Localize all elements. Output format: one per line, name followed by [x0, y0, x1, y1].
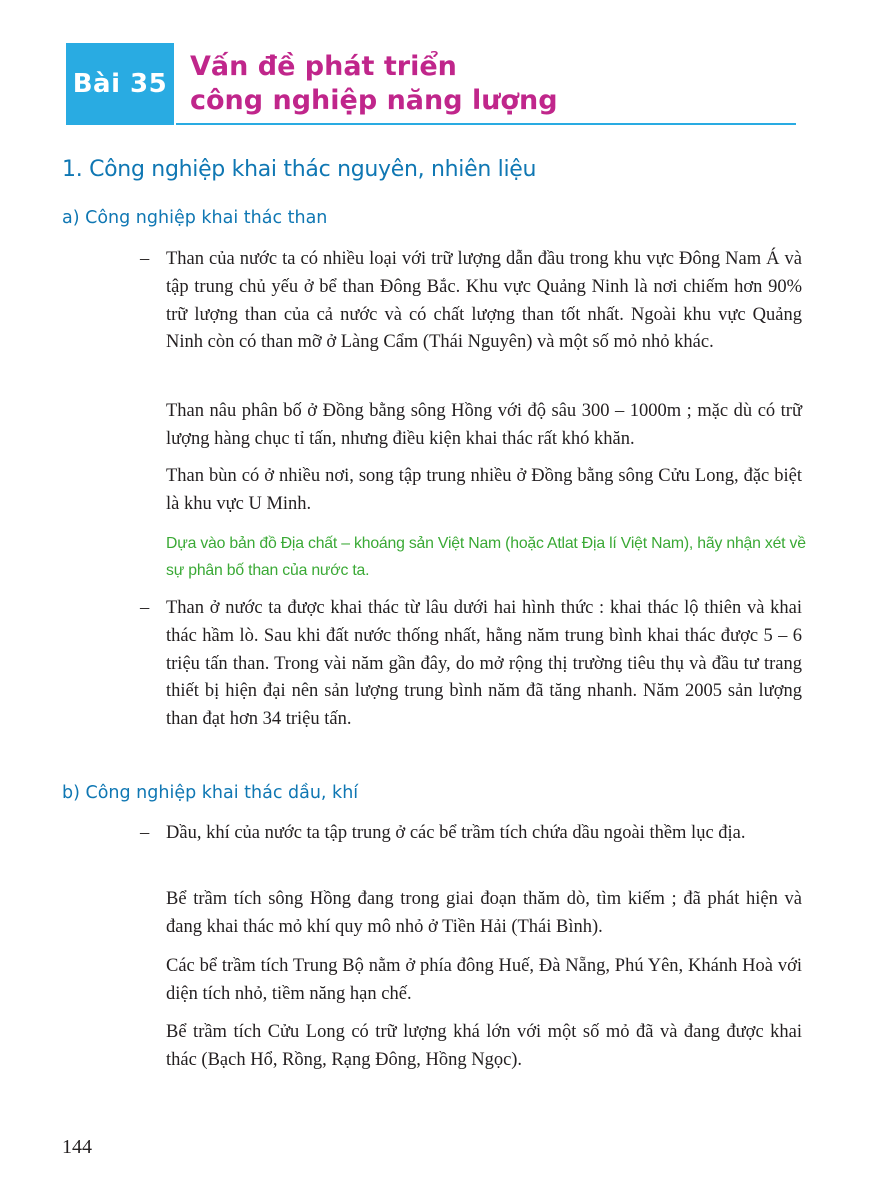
subsection-b-heading: b) Công nghiệp khai thác dầu, khí — [62, 783, 359, 803]
title-underline — [176, 123, 796, 125]
paragraph: Than ở nước ta được khai thác từ lâu dưới hai hình thức : khai thác lộ thiên và khai thác hầm lò. Sau khi đất nước thống nhất, hằng năm trung bình khai thác được 5 – 6 triệu tấn than. Trong vài năm gần đây, do mở rộng thị trường tiêu thụ và đầu tư trang thiết bị hiện đại nên sản lượng trung bình năm đã tăng nhanh. Năm 2005 sản lượng than đạt hơn 34 triệu tấn. — [166, 598, 802, 730]
paragraph: Dầu, khí của nước ta tập trung ở các bể trầm tích chứa dầu ngoài thềm lục địa. — [166, 823, 746, 843]
paragraph: Than nâu phân bố ở Đồng bằng sông Hồng với độ sâu 300 – 1000m ; mặc dù có trữ lượng hàng chục tỉ tấn, nhưng điều kiện khai thác rất khó khăn. — [166, 401, 802, 449]
section-heading: 1. Công nghiệp khai thác nguyên, nhiên liệu — [62, 157, 537, 182]
paragraph: Các bể trầm tích Trung Bộ nằm ở phía đông Huế, Đà Nẵng, Phú Yên, Khánh Hoà với diện tích nhỏ, tiềm năng hạn chế. — [166, 956, 802, 1004]
list-dash: – — [140, 249, 150, 269]
list-dash: – — [140, 823, 150, 843]
paragraph: Than bùn có ở nhiều nơi, song tập trung nhiều ở Đồng bằng sông Cửu Long, đặc biệt là khu vực U Minh. — [166, 466, 802, 514]
lesson-title-line-2: công nghiệp năng lượng — [190, 85, 558, 116]
paragraph: Bể trầm tích Cửu Long có trữ lượng khá lớn với một số mỏ đã và đang được khai thác (Bạch Hổ, Rồng, Rạng Đông, Hồng Ngọc). — [166, 1022, 802, 1070]
activity-question: Dựa vào bản đồ Địa chất – khoáng sản Việt Nam (hoặc Atlat Địa lí Việt Nam), hãy nhận xét về sự phân bố than của nước ta. — [166, 535, 806, 579]
paragraph: Than của nước ta có nhiều loại với trữ lượng dẫn đầu trong khu vực Đông Nam Á và tập trung chủ yếu ở bể than Đông Bắc. Khu vực Quảng Ninh là nơi chiếm hơn 90% trữ lượng than của cả nước và có chất lượng than tốt nhất. Ngoài khu vực Quảng Ninh còn có than mỡ ở Làng Cẩm (Thái Nguyên) và một số mỏ nhỏ khác. — [166, 249, 802, 353]
lesson-number-badge: Bài 35 — [66, 43, 174, 125]
page-number: 144 — [62, 1136, 92, 1158]
lesson-title-line-1: Vấn đề phát triển — [190, 51, 457, 82]
list-dash: – — [140, 598, 150, 618]
lesson-title — [190, 50, 790, 118]
subsection-a-heading: a) Công nghiệp khai thác than — [62, 208, 328, 228]
paragraph: Bể trầm tích sông Hồng đang trong giai đoạn thăm dò, tìm kiếm ; đã phát hiện và đang khai thác mỏ khí quy mô nhỏ ở Tiền Hải (Thái Bình). — [166, 889, 802, 937]
